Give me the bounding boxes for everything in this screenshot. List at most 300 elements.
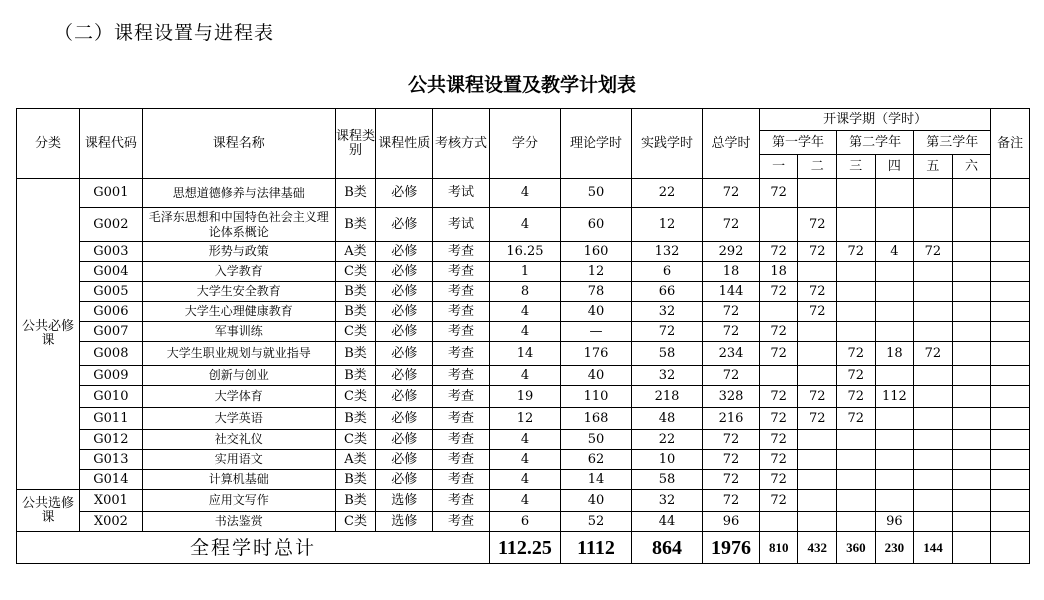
cell-type: C类 — [335, 262, 376, 282]
cell-remarks — [991, 302, 1030, 322]
cell-total: 216 — [703, 408, 760, 430]
cell-sem-1: 72 — [759, 242, 798, 262]
course-plan-table — [16, 108, 1030, 564]
cell-credits: 4 — [489, 302, 560, 322]
cell-practice: 58 — [632, 470, 703, 490]
cell-sem-2 — [798, 322, 837, 342]
cell-sem-5 — [914, 302, 953, 322]
table-row — [17, 262, 1030, 282]
cell-code: G008 — [79, 342, 142, 366]
cell-code: X001 — [79, 490, 142, 512]
table-row — [17, 208, 1030, 242]
cell-code: X002 — [79, 512, 142, 532]
cell-sem-3 — [837, 322, 876, 342]
header-year3: 第三学年 — [914, 131, 991, 155]
cell-code: G012 — [79, 430, 142, 450]
cell-exam: 考查 — [433, 302, 490, 322]
cell-sem-2: 72 — [798, 386, 837, 408]
cell-sem-5 — [914, 282, 953, 302]
table-row — [17, 408, 1030, 430]
table-row — [17, 450, 1030, 470]
cell-sem-5 — [914, 430, 953, 450]
cell-nature: 必修 — [376, 208, 433, 242]
cell-sem-2 — [798, 342, 837, 366]
total-sem-1: 810 — [759, 532, 798, 564]
cell-sem-3 — [837, 302, 876, 322]
cell-sem-4 — [875, 490, 914, 512]
total-credits: 112.25 — [489, 532, 560, 564]
table-row — [17, 322, 1030, 342]
cell-sem-1: 72 — [759, 386, 798, 408]
cell-total: 72 — [703, 302, 760, 322]
cell-theory: 52 — [560, 512, 631, 532]
cell-total: 72 — [703, 208, 760, 242]
cell-sem-1: 72 — [759, 490, 798, 512]
cell-sem-1 — [759, 366, 798, 386]
cell-sem-2 — [798, 512, 837, 532]
cell-theory: — — [560, 322, 631, 342]
cell-sem-5 — [914, 450, 953, 470]
cell-remarks — [991, 408, 1030, 430]
table-row — [17, 386, 1030, 408]
header-sem-3: 三 — [837, 155, 876, 179]
cell-sem-6 — [952, 450, 991, 470]
cell-sem-6 — [952, 342, 991, 366]
cell-sem-1: 72 — [759, 322, 798, 342]
cell-nature: 必修 — [376, 408, 433, 430]
cell-remarks — [991, 450, 1030, 470]
cell-sem-3 — [837, 208, 876, 242]
cell-sem-1: 72 — [759, 450, 798, 470]
cell-exam: 考试 — [433, 179, 490, 208]
cell-remarks — [991, 386, 1030, 408]
cell-name: 社交礼仪 — [142, 430, 335, 450]
cell-sem-1 — [759, 512, 798, 532]
cell-credits: 4 — [489, 490, 560, 512]
header-sem-4: 四 — [875, 155, 914, 179]
cell-remarks — [991, 208, 1030, 242]
cell-practice: 44 — [632, 512, 703, 532]
cell-practice: 10 — [632, 450, 703, 470]
cell-sem-4 — [875, 262, 914, 282]
cell-practice: 22 — [632, 430, 703, 450]
cell-name: 创新与创业 — [142, 366, 335, 386]
total-sem-6 — [952, 532, 991, 564]
cell-code: G002 — [79, 208, 142, 242]
cell-sem-5 — [914, 408, 953, 430]
cell-remarks — [991, 490, 1030, 512]
header-semesters-group: 开课学期（学时） — [759, 109, 990, 131]
header-nature: 课程性质 — [376, 109, 433, 179]
cell-name: 大学英语 — [142, 408, 335, 430]
cell-total: 328 — [703, 386, 760, 408]
cell-type: A类 — [335, 450, 376, 470]
cell-sem-4 — [875, 366, 914, 386]
cell-name: 大学生职业规划与就业指导 — [142, 342, 335, 366]
cell-sem-5 — [914, 470, 953, 490]
cell-name: 计算机基础 — [142, 470, 335, 490]
cell-type: B类 — [335, 366, 376, 386]
cell-exam: 考查 — [433, 430, 490, 450]
cell-nature: 必修 — [376, 366, 433, 386]
cell-nature: 选修 — [376, 512, 433, 532]
cell-sem-2: 72 — [798, 208, 837, 242]
total-label: 全程学时总计 — [17, 532, 490, 564]
category-cell: 公共选修课 — [17, 490, 80, 532]
cell-name: 书法鉴赏 — [142, 512, 335, 532]
cell-theory: 78 — [560, 282, 631, 302]
cell-sem-1 — [759, 208, 798, 242]
total-row — [17, 532, 1030, 564]
cell-type: B类 — [335, 342, 376, 366]
cell-sem-6 — [952, 512, 991, 532]
cell-sem-1: 18 — [759, 262, 798, 282]
cell-sem-2 — [798, 262, 837, 282]
cell-sem-4 — [875, 322, 914, 342]
cell-total: 234 — [703, 342, 760, 366]
cell-practice: 6 — [632, 262, 703, 282]
cell-sem-3 — [837, 470, 876, 490]
cell-type: B类 — [335, 282, 376, 302]
header-sem-1: 一 — [759, 155, 798, 179]
cell-theory: 110 — [560, 386, 631, 408]
cell-remarks — [991, 322, 1030, 342]
cell-theory: 50 — [560, 179, 631, 208]
cell-practice: 32 — [632, 366, 703, 386]
cell-practice: 72 — [632, 322, 703, 342]
cell-theory: 50 — [560, 430, 631, 450]
cell-sem-6 — [952, 490, 991, 512]
cell-practice: 132 — [632, 242, 703, 262]
cell-remarks — [991, 512, 1030, 532]
cell-sem-5 — [914, 262, 953, 282]
cell-total: 72 — [703, 430, 760, 450]
cell-sem-3: 72 — [837, 366, 876, 386]
cell-sem-6 — [952, 470, 991, 490]
cell-total: 292 — [703, 242, 760, 262]
header-year1: 第一学年 — [759, 131, 836, 155]
cell-sem-2 — [798, 366, 837, 386]
cell-code: G006 — [79, 302, 142, 322]
header-year2: 第二学年 — [837, 131, 914, 155]
cell-remarks — [991, 262, 1030, 282]
cell-name: 大学生安全教育 — [142, 282, 335, 302]
cell-name: 大学体育 — [142, 386, 335, 408]
cell-name: 实用语文 — [142, 450, 335, 470]
cell-sem-4: 4 — [875, 242, 914, 262]
table-row — [17, 282, 1030, 302]
cell-sem-6 — [952, 282, 991, 302]
cell-name: 军事训练 — [142, 322, 335, 342]
cell-theory: 60 — [560, 208, 631, 242]
cell-theory: 168 — [560, 408, 631, 430]
cell-nature: 必修 — [376, 450, 433, 470]
cell-code: G009 — [79, 366, 142, 386]
cell-exam: 考查 — [433, 408, 490, 430]
total-practice: 864 — [632, 532, 703, 564]
cell-credits: 4 — [489, 179, 560, 208]
cell-sem-6 — [952, 366, 991, 386]
cell-sem-5 — [914, 208, 953, 242]
cell-sem-3 — [837, 450, 876, 470]
cell-credits: 4 — [489, 322, 560, 342]
cell-sem-3 — [837, 282, 876, 302]
cell-sem-5 — [914, 322, 953, 342]
cell-name: 应用文写作 — [142, 490, 335, 512]
table-row — [17, 302, 1030, 322]
header-remarks: 备注 — [991, 109, 1030, 179]
cell-sem-5 — [914, 366, 953, 386]
cell-name: 大学生心理健康教育 — [142, 302, 335, 322]
cell-sem-4 — [875, 430, 914, 450]
cell-sem-6 — [952, 179, 991, 208]
table-row — [17, 342, 1030, 366]
category-cell: 公共必修课 — [17, 179, 80, 490]
cell-sem-4 — [875, 179, 914, 208]
cell-sem-6 — [952, 262, 991, 282]
cell-type: B类 — [335, 470, 376, 490]
cell-nature: 选修 — [376, 490, 433, 512]
cell-sem-6 — [952, 302, 991, 322]
cell-theory: 12 — [560, 262, 631, 282]
cell-theory: 14 — [560, 470, 631, 490]
cell-sem-4 — [875, 450, 914, 470]
cell-sem-5: 72 — [914, 342, 953, 366]
cell-theory: 176 — [560, 342, 631, 366]
cell-name: 形势与政策 — [142, 242, 335, 262]
cell-sem-2 — [798, 450, 837, 470]
cell-sem-2: 72 — [798, 408, 837, 430]
header-type: 课程类别 — [335, 109, 376, 179]
cell-sem-6 — [952, 322, 991, 342]
cell-sem-4 — [875, 470, 914, 490]
cell-practice: 32 — [632, 302, 703, 322]
cell-sem-6 — [952, 430, 991, 450]
cell-theory: 40 — [560, 366, 631, 386]
cell-total: 18 — [703, 262, 760, 282]
cell-code: G001 — [79, 179, 142, 208]
cell-exam: 考查 — [433, 470, 490, 490]
cell-credits: 16.25 — [489, 242, 560, 262]
cell-theory: 62 — [560, 450, 631, 470]
cell-nature: 必修 — [376, 242, 433, 262]
cell-practice: 32 — [632, 490, 703, 512]
cell-total: 96 — [703, 512, 760, 532]
cell-sem-3: 72 — [837, 408, 876, 430]
cell-sem-2: 72 — [798, 302, 837, 322]
cell-nature: 必修 — [376, 262, 433, 282]
cell-type: C类 — [335, 430, 376, 450]
table-row — [17, 490, 1030, 512]
cell-sem-1: 72 — [759, 470, 798, 490]
table-row — [17, 430, 1030, 450]
cell-sem-6 — [952, 386, 991, 408]
cell-remarks — [991, 430, 1030, 450]
cell-credits: 8 — [489, 282, 560, 302]
header-code: 课程代码 — [79, 109, 142, 179]
cell-exam: 考查 — [433, 490, 490, 512]
cell-practice: 48 — [632, 408, 703, 430]
cell-sem-3: 72 — [837, 386, 876, 408]
cell-sem-1: 72 — [759, 342, 798, 366]
cell-name: 思想道德修养与法律基础 — [142, 179, 335, 208]
cell-sem-1 — [759, 302, 798, 322]
cell-sem-2 — [798, 490, 837, 512]
table-row — [17, 512, 1030, 532]
cell-theory: 40 — [560, 490, 631, 512]
cell-exam: 考查 — [433, 282, 490, 302]
header-category: 分类 — [17, 109, 80, 179]
cell-sem-3 — [837, 262, 876, 282]
cell-exam: 考查 — [433, 512, 490, 532]
cell-credits: 4 — [489, 430, 560, 450]
cell-sem-5 — [914, 490, 953, 512]
cell-exam: 考查 — [433, 262, 490, 282]
cell-remarks — [991, 342, 1030, 366]
cell-type: A类 — [335, 242, 376, 262]
cell-sem-2 — [798, 179, 837, 208]
cell-type: B类 — [335, 208, 376, 242]
cell-total: 144 — [703, 282, 760, 302]
cell-code: G004 — [79, 262, 142, 282]
cell-type: B类 — [335, 408, 376, 430]
cell-nature: 必修 — [376, 342, 433, 366]
total-theory: 1112 — [560, 532, 631, 564]
cell-nature: 必修 — [376, 322, 433, 342]
cell-nature: 必修 — [376, 470, 433, 490]
cell-total: 72 — [703, 450, 760, 470]
cell-sem-4: 18 — [875, 342, 914, 366]
header-exam: 考核方式 — [433, 109, 490, 179]
table-row — [17, 366, 1030, 386]
cell-practice: 12 — [632, 208, 703, 242]
cell-sem-3 — [837, 430, 876, 450]
cell-code: G014 — [79, 470, 142, 490]
cell-type: C类 — [335, 322, 376, 342]
header-total-hours: 总学时 — [703, 109, 760, 179]
cell-credits: 1 — [489, 262, 560, 282]
cell-credits: 4 — [489, 470, 560, 490]
cell-remarks — [991, 282, 1030, 302]
cell-sem-4 — [875, 408, 914, 430]
cell-code: G005 — [79, 282, 142, 302]
cell-sem-1: 72 — [759, 179, 798, 208]
cell-name: 入学教育 — [142, 262, 335, 282]
cell-credits: 19 — [489, 386, 560, 408]
header-sem-6: 六 — [952, 155, 991, 179]
table-row — [17, 242, 1030, 262]
cell-sem-2 — [798, 430, 837, 450]
cell-theory: 40 — [560, 302, 631, 322]
cell-remarks — [991, 179, 1030, 208]
cell-sem-1: 72 — [759, 430, 798, 450]
header-sem-2: 二 — [798, 155, 837, 179]
cell-sem-5: 72 — [914, 242, 953, 262]
cell-sem-3 — [837, 490, 876, 512]
cell-sem-1: 72 — [759, 408, 798, 430]
cell-sem-2: 72 — [798, 282, 837, 302]
cell-sem-3 — [837, 512, 876, 532]
cell-sem-6 — [952, 408, 991, 430]
cell-name: 毛泽东思想和中国特色社会主义理论体系概论 — [142, 208, 335, 242]
cell-exam: 考查 — [433, 366, 490, 386]
cell-exam: 考查 — [433, 342, 490, 366]
cell-theory: 160 — [560, 242, 631, 262]
header-name: 课程名称 — [142, 109, 335, 179]
cell-sem-3: 72 — [837, 342, 876, 366]
cell-remarks — [991, 366, 1030, 386]
cell-credits: 12 — [489, 408, 560, 430]
cell-sem-6 — [952, 208, 991, 242]
cell-type: B类 — [335, 179, 376, 208]
cell-code: G011 — [79, 408, 142, 430]
header-row-1 — [17, 109, 1030, 131]
cell-credits: 4 — [489, 208, 560, 242]
cell-sem-5 — [914, 179, 953, 208]
total-sem-4: 230 — [875, 532, 914, 564]
cell-total: 72 — [703, 366, 760, 386]
cell-remarks — [991, 470, 1030, 490]
cell-total: 72 — [703, 322, 760, 342]
cell-credits: 4 — [489, 450, 560, 470]
cell-credits: 14 — [489, 342, 560, 366]
cell-type: B类 — [335, 490, 376, 512]
cell-nature: 必修 — [376, 430, 433, 450]
cell-sem-5 — [914, 512, 953, 532]
header-credits: 学分 — [489, 109, 560, 179]
cell-sem-3: 72 — [837, 242, 876, 262]
cell-nature: 必修 — [376, 179, 433, 208]
cell-sem-3 — [837, 179, 876, 208]
cell-exam: 考查 — [433, 322, 490, 342]
cell-total: 72 — [703, 470, 760, 490]
cell-sem-6 — [952, 242, 991, 262]
cell-credits: 4 — [489, 366, 560, 386]
total-remarks — [991, 532, 1030, 564]
cell-exam: 考查 — [433, 386, 490, 408]
cell-exam: 考查 — [433, 450, 490, 470]
total-sem-5: 144 — [914, 532, 953, 564]
section-heading: （二）课程设置与进程表 — [54, 22, 275, 44]
cell-sem-1: 72 — [759, 282, 798, 302]
cell-exam: 考试 — [433, 208, 490, 242]
cell-sem-4: 96 — [875, 512, 914, 532]
cell-nature: 必修 — [376, 282, 433, 302]
cell-exam: 考查 — [433, 242, 490, 262]
header-theory: 理论学时 — [560, 109, 631, 179]
total-hours: 1976 — [703, 532, 760, 564]
cell-practice: 58 — [632, 342, 703, 366]
cell-sem-4: 112 — [875, 386, 914, 408]
cell-remarks — [991, 242, 1030, 262]
table-row — [17, 179, 1030, 208]
cell-sem-4 — [875, 282, 914, 302]
cell-sem-5 — [914, 386, 953, 408]
total-sem-2: 432 — [798, 532, 837, 564]
header-sem-5: 五 — [914, 155, 953, 179]
cell-sem-2: 72 — [798, 242, 837, 262]
header-practice: 实践学时 — [632, 109, 703, 179]
cell-code: G013 — [79, 450, 142, 470]
table-row — [17, 470, 1030, 490]
table-title: 公共课程设置及教学计划表 — [407, 74, 636, 96]
cell-type: C类 — [335, 386, 376, 408]
total-sem-3: 360 — [837, 532, 876, 564]
cell-type: C类 — [335, 512, 376, 532]
cell-practice: 66 — [632, 282, 703, 302]
cell-practice: 218 — [632, 386, 703, 408]
cell-type: B类 — [335, 302, 376, 322]
